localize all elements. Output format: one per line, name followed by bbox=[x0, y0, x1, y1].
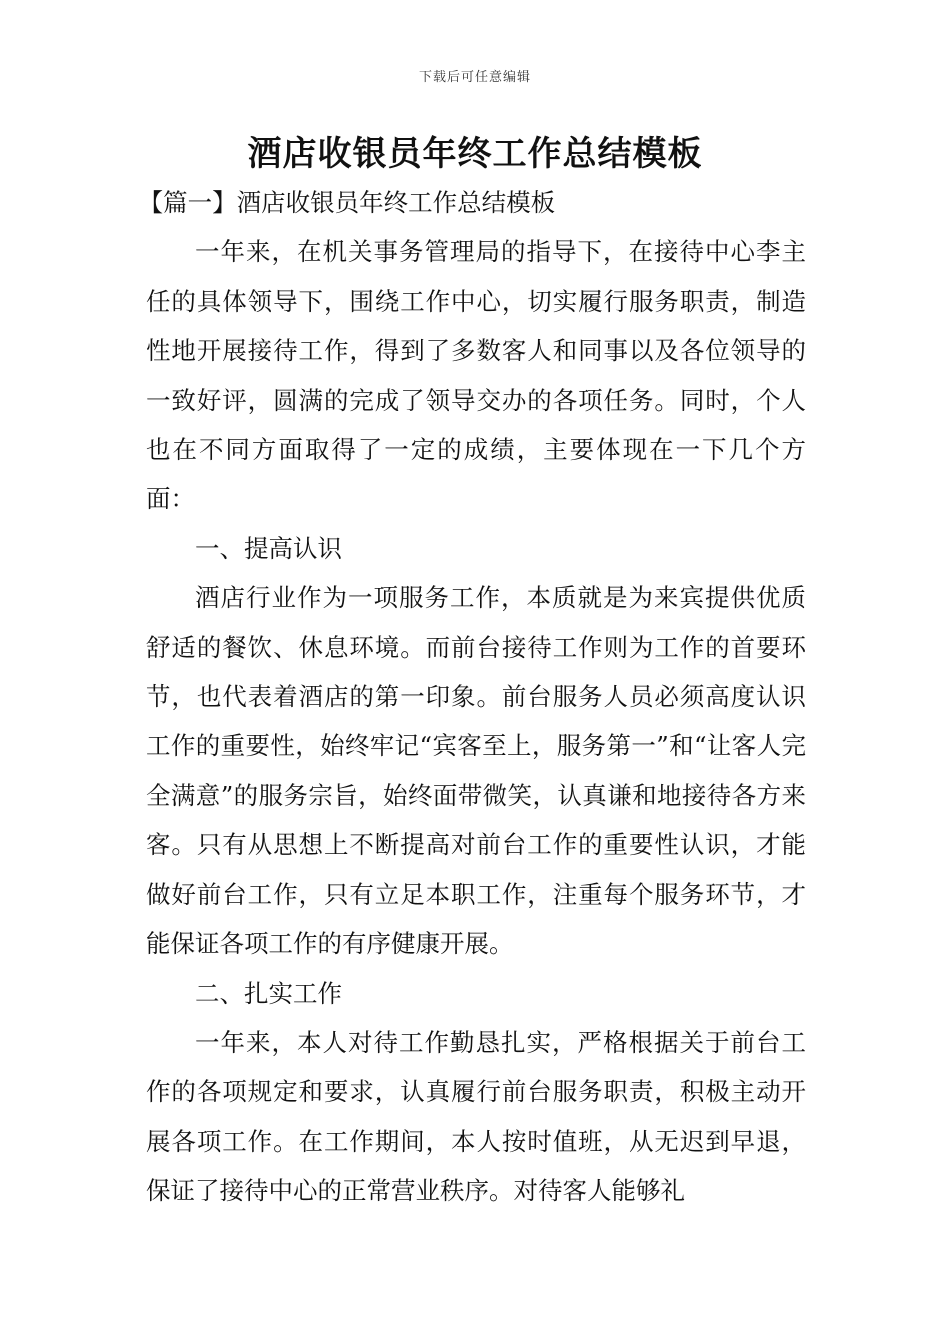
heading-solid-work: 二、扎实工作 bbox=[195, 978, 342, 1008]
document-body bbox=[138, 178, 806, 1216]
paragraph-solid-work: 一年来，本人对待工作勤恳扎实，严格根据关于前台工作的各项规定和要求，认真履行前台服务职责，积极主动开展各项工作。在工作期间，本人按时值班，从无迟到早退，保证了接待中心的正常营业秩序。对待客人能够礼 bbox=[146, 1027, 806, 1206]
heading-raise-awareness: 一、提高认识 bbox=[195, 533, 342, 563]
section-subtitle: 【篇一】酒店收银员年终工作总结模板 bbox=[138, 188, 556, 217]
header-note: 下载后可任意编辑 bbox=[418, 70, 531, 85]
paragraph-intro: 一年来，在机关事务管理局的指导下，在接待中心李主任的具体领导下，围绕工作中心，切实履行服务职责，制造性地开展接待工作，得到了多数客人和同事以及各位领导的一致好评，圆满的完成了领导交办的各项任务。同时，个人也在不同方面取得了一定的成绩，主要体现在一下几个方面： bbox=[146, 237, 806, 514]
paragraph-awareness: 酒店行业作为一项服务工作，本质就是为来宾提供优质舒适的餐饮、休息环境。而前台接待工作则为工作的首要环节，也代表着酒店的第一印象。前台服务人员必须高度认识工作的重要性，始终牢记“宾客至上，服务第一”和“让客人完全满意”的服务宗旨，始终面带微笑，认真谦和地接待各方来客。只有从思想上不断提高对前台工作的重要性认识，才能做好前台工作，只有立足本职工作，注重每个服务环节，才能保证各项工作的有序健康开展。 bbox=[146, 583, 806, 959]
document-title: 酒店收银员年终工作总结模板 bbox=[247, 134, 703, 174]
